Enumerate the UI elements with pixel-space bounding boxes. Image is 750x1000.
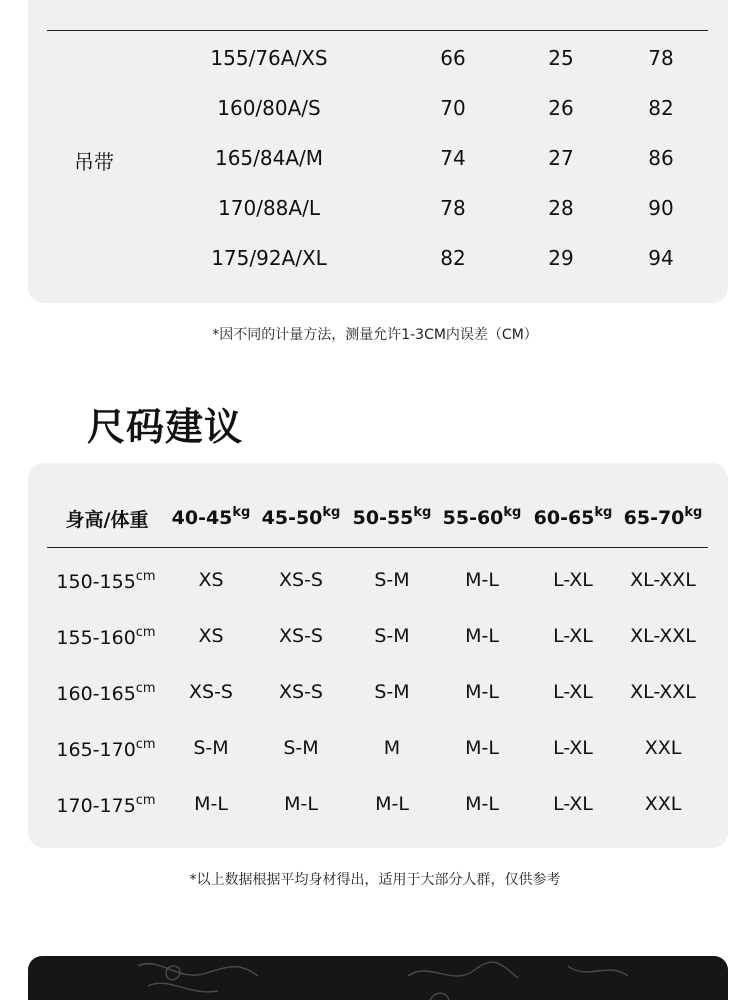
size-cell: L-XL [553,793,593,815]
height-range: $150-155^{cm}$ [56,569,156,593]
length-value: 29 [548,246,574,270]
length-value: 27 [548,146,574,170]
size-cell: L-XL [553,569,593,591]
bust-value: 90 [648,196,674,220]
weight-unit: kg [232,505,251,520]
table-row [28,188,728,228]
header-divider [47,547,708,548]
header-divider [47,30,708,31]
table-row [28,238,728,278]
hem-value: 66 [440,46,466,70]
bust-value: 78 [648,46,674,70]
header-height-weight: 身高/体重 [65,509,149,531]
table-row [28,729,728,769]
weight-header: $40-45^{kg}$ [171,505,251,529]
bust-value: 94 [648,246,674,270]
section-title: 尺码建议 [87,405,244,449]
size-cell: XXL [644,737,682,759]
height-unit: cm [135,569,156,584]
size-cell: M [383,737,401,759]
size-cell: S-M [283,737,319,759]
size-cell: S-M [193,737,229,759]
weight-header: $45-50^{kg}$ [261,505,341,529]
size-cell: M-L [284,793,318,815]
weight-header: $60-65^{kg}$ [533,505,613,529]
length-value: 28 [548,196,574,220]
weight-unit: kg [322,505,341,520]
measurement-note: *因不同的计量方法，测量允许1-3CM内误差（CM） [212,327,538,343]
size-cell: XS [198,625,224,647]
size-advice-header [28,501,728,531]
height-unit: cm [135,681,156,696]
length-value: 26 [548,96,574,120]
size-cell: XS [198,569,224,591]
size-code: 160/80A/S [217,96,321,120]
table-row [28,673,728,713]
measurement-card [28,0,728,303]
size-advice-card [28,463,728,848]
bust-value: 86 [648,146,674,170]
size-code: 165/84A/M [214,146,324,170]
height-range: $155-160^{cm}$ [56,625,156,649]
table-row [28,617,728,657]
size-cell: XXL [644,793,682,815]
height-unit: cm [135,793,156,808]
weight-unit: kg [413,505,432,520]
size-cell: S-M [374,625,410,647]
table-row [28,38,728,78]
size-cell: XL-XXL [630,681,696,703]
size-cell: S-M [374,681,410,703]
weight-header: $50-55^{kg}$ [352,505,432,529]
size-cell: XS-S [279,625,323,647]
product-photo [28,956,728,1000]
size-cell: L-XL [553,737,593,759]
size-cell: M-L [194,793,228,815]
bust-value: 82 [648,96,674,120]
size-cell: M-L [465,737,499,759]
weight-header: $55-60^{kg}$ [442,505,522,529]
table-row [28,88,728,128]
height-unit: cm [135,625,156,640]
weight-unit: kg [503,505,522,520]
height-range: $165-170^{cm}$ [56,737,156,761]
size-cell: S-M [374,569,410,591]
size-cell: L-XL [553,681,593,703]
size-code: 170/88A/L [218,196,320,220]
size-code: 155/76A/XS [210,46,328,70]
weight-unit: kg [594,505,613,520]
hem-value: 74 [440,146,466,170]
size-cell: XL-XXL [630,625,696,647]
length-value: 25 [548,46,574,70]
category-label: 吊带 [74,150,114,174]
hem-value: 70 [440,96,466,120]
size-cell: M-L [465,793,499,815]
height-range: $170-175^{cm}$ [56,793,156,817]
size-cell: M-L [375,793,409,815]
hem-value: 78 [440,196,466,220]
weight-unit: kg [684,505,703,520]
height-range: $160-165^{cm}$ [56,681,156,705]
size-code: 175/92A/XL [211,246,327,270]
size-cell: XS-S [189,681,233,703]
lace-pattern-image [28,956,728,1000]
size-cell: XL-XXL [630,569,696,591]
size-cell: XS-S [279,569,323,591]
table-row [28,785,728,825]
weight-header: $65-70^{kg}$ [623,505,703,529]
size-advice-note: *以上数据根据平均身材得出，适用于大部分人群，仅供参考 [189,872,561,888]
hem-value: 82 [440,246,466,270]
height-unit: cm [135,737,156,752]
size-cell: M-L [465,569,499,591]
size-cell: M-L [465,625,499,647]
table-row [28,561,728,601]
size-cell: XS-S [279,681,323,703]
table-row [28,138,728,178]
size-cell: L-XL [553,625,593,647]
size-cell: M-L [465,681,499,703]
